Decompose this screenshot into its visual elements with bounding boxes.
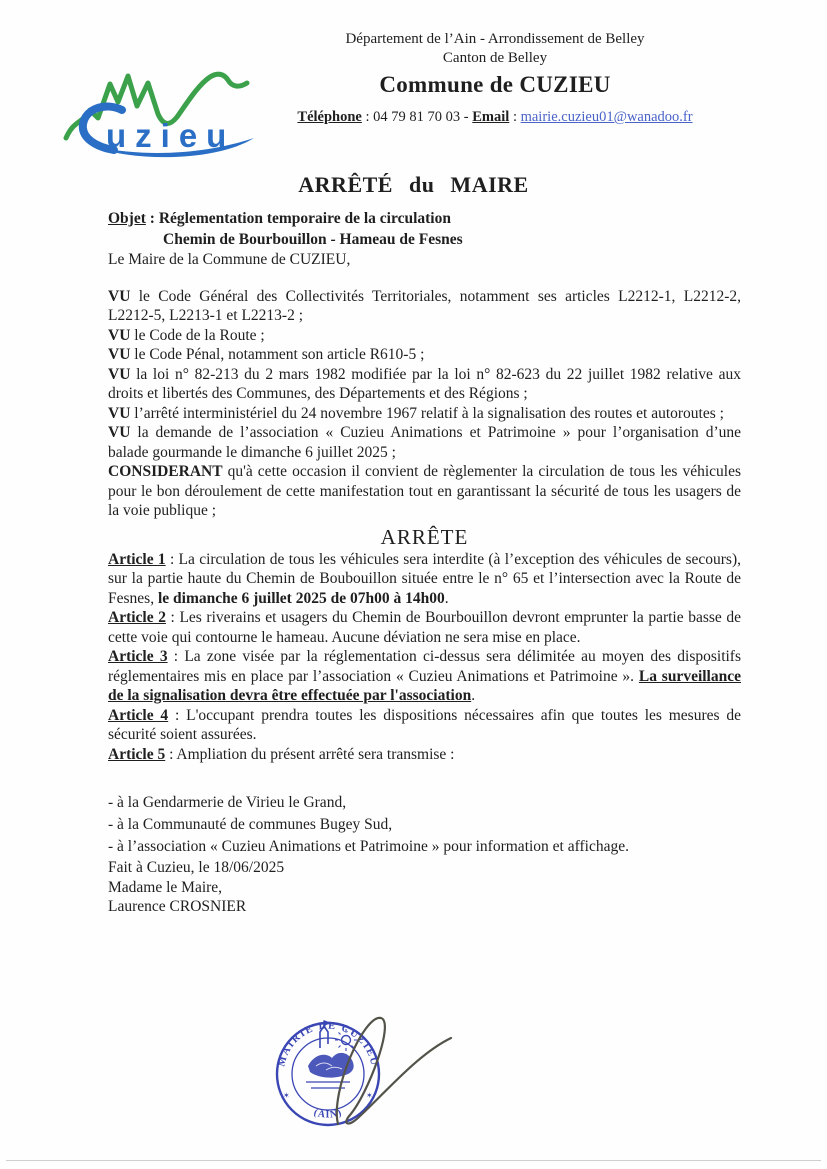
logo-text: uzieu [106,117,236,154]
vu-clause [108,326,741,346]
article-label: Article 4 [108,706,169,724]
vu-clause [108,423,741,462]
canton-line: Canton de Belley [442,50,548,66]
recipient-line: - à la Communauté de communes Bugey Sud, [108,816,393,833]
stamp-bottom-textpath: (AIN) [312,1107,344,1121]
considerant-prefix: CONSIDERANT [108,463,223,480]
cuzieu-logo [56,50,264,165]
article-bold-underline-text: La surveillance de la signalisation devra être effectuée par l'association [108,667,741,704]
phone-label: Téléphone [297,109,362,125]
signatory-name: Laurence CROSNIER [108,898,247,915]
article-text: : Les riverains et usagers du Chemin de Bourbouillon devront emprunter la partie basse de cette voie qui contourne le hameau. Aucune déviation ne sera mise en place. [108,609,741,646]
article-text: : L'occupant prendra toutes les dispositions nécessaires afin que toutes les mesures de sécurité soient assurées. [108,706,741,743]
recipient-line: - à la Gendarmerie de Virieu le Grand, [108,794,347,811]
article-suffix: . [444,589,449,607]
vu-text: le Code Général des Collectivités Territoriales, notamment ses articles L2212-1, L2212-2, L2212-5, L2213-1 et L2213-2 ; [108,287,741,324]
vu-clause [108,404,741,424]
vu-prefix: VU [108,424,131,441]
vu-text: l’arrêté interministériel du 24 novembre 1967 relatif à la signalisation des routes et autoroutes ; [130,404,724,422]
recipients-list [108,792,741,858]
vu-text: le Code de la Route ; [130,326,265,344]
vu-prefix: VU [108,326,131,344]
article-text: : La circulation de tous les véhicules sera interdite (à l’exception des véhicules de secours), sur la partie haute du Chemin de Boubouillon située entre le n° 65 et l’intersection avec la Route de Fesnes, [108,550,741,607]
dash-separator: - [460,109,473,125]
article-5 [108,745,741,765]
place-date: Fait à Cuzieu, le 18/06/2025 [108,859,285,876]
article-4 [108,706,741,745]
department-line: Département de l’Ain - Arrondissement de Belley [345,31,645,47]
header-text-block [190,0,800,126]
article-3 [108,647,741,706]
vu-block [108,287,741,521]
phone-separator: : [361,109,374,125]
phone-number: 04 79 81 70 03 [373,109,461,125]
vu-text: le Code Pénal, notamment son article R610-5 ; [130,346,425,363]
vu-text: la loi n° 82-213 du 2 mars 1982 modifiée par la loi n° 82-623 du 22 juillet 1982 relative aux droits et libertés des Communes, des Départements et des Régions ; [108,365,741,402]
page-bottom-edge [6,1160,821,1161]
article-suffix: . [471,687,476,704]
article-label: Article 1 [108,550,166,568]
objet-line2: Chemin de Bourbouillon - Hameau de Fesnes [163,231,463,248]
article-label: Article 5 [108,745,166,763]
considerant-text: qu'à cette occasion il convient de règlementer la circulation de tous les véhicules pour le bon déroulement de cette manifestation tout en garantissant la sécurité de tous les usagers de la voie publique ; [108,463,741,519]
document-body [108,250,741,917]
article-2 [108,608,741,647]
article-label: Article 3 [108,648,168,665]
vu-prefix: VU [108,287,131,305]
document-header [0,0,827,170]
considerant-clause [108,462,741,521]
email-link[interactable]: mairie.cuzieu01@wanadoo.fr [520,109,693,125]
article-bold-text: le dimanche 6 juillet 2025 de 07h00 à 14h00 [157,589,445,607]
contact-line [190,109,800,126]
stamp-star-left: ✶ [283,1091,290,1100]
intro-line: Le Maire de la Commune de CUZIEU, [108,251,351,268]
stamp-star-right: ✶ [366,1091,373,1100]
vu-clause [108,365,741,404]
objet-line1-row [108,208,741,229]
stamp-and-signature [262,1002,462,1150]
document-title: ARRÊTÉ du MAIRE [298,172,529,197]
stamp-top-textpath: MAIRIE DE CUZIEU [276,1020,380,1068]
objet-separator: : [145,210,159,227]
vu-prefix: VU [108,365,131,383]
article-text: : Ampliation du présent arrêté sera transmise : [165,745,455,763]
email-separator: : [509,109,521,125]
signatory-role: Madame le Maire, [108,878,223,896]
article-1 [108,550,741,609]
article-text: : La zone visée par la réglementation ci-dessus sera délimitée au moyen des dispositifs réglementaires mis en place par l’association « Cuzieu Animations et Patrimoine ». [108,648,741,685]
commune-title: Commune de CUZIEU [379,72,611,97]
article-label: Article 2 [108,609,166,626]
recipient-line: - à l’association « Cuzieu Animations et Patrimoine » pour information et affichage. [108,838,629,855]
vu-clause [108,345,741,365]
emblem-base-lines [306,1082,350,1088]
vu-clause [108,287,741,326]
objet-label: Objet [108,210,146,227]
objet-block [108,208,741,250]
vu-text: la demande de l’association « Cuzieu Animations et Patrimoine » pour l’organisation d’une balade gourmande le dimanche 6 juillet 2025 ; [108,424,741,461]
vu-prefix: VU [108,346,131,363]
arrete-heading: ARRÊTE [380,524,469,549]
email-label: Email [472,109,510,125]
vu-prefix: VU [108,404,131,422]
stamp-bottom-text [312,1107,343,1120]
objet-line1: Réglementation temporaire de la circulation [158,210,451,227]
mairie-stamp [276,1020,379,1125]
